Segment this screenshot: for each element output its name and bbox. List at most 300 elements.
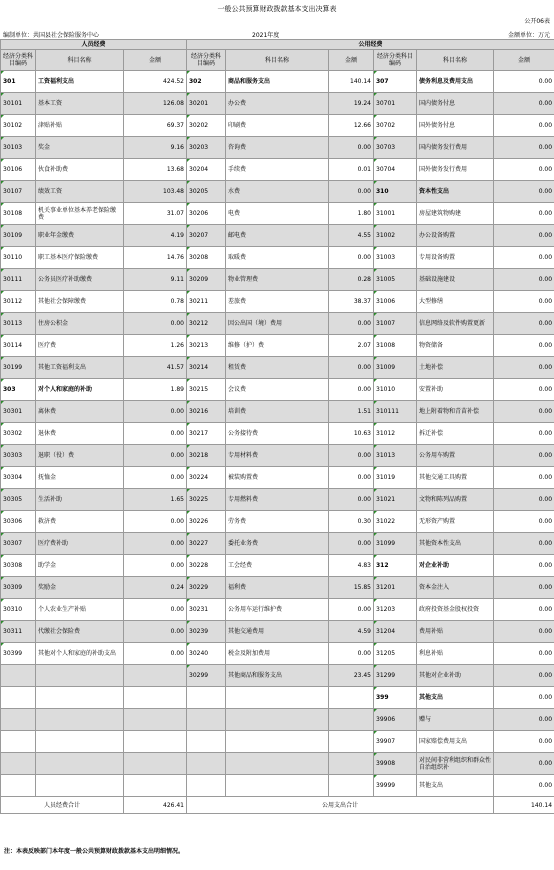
table-row xyxy=(1,775,554,797)
item-amount: 0.00 xyxy=(494,115,554,137)
item-amount: 9.16 xyxy=(124,137,187,159)
item-code: 31003 xyxy=(374,247,417,269)
item-code xyxy=(187,753,226,775)
item-amount: 103.48 xyxy=(124,181,187,203)
table-row xyxy=(1,753,554,775)
col-header-code: 经济分类科目编码 xyxy=(1,50,36,71)
item-amount xyxy=(329,687,374,709)
item-name: 房屋建筑物购建 xyxy=(417,203,494,225)
item-code: 30211 xyxy=(187,291,226,313)
item-code: 30199 xyxy=(1,357,36,379)
item-amount: 0.00 xyxy=(494,665,554,687)
item-amount xyxy=(124,753,187,775)
item-amount xyxy=(124,687,187,709)
item-amount: 1.65 xyxy=(124,489,187,511)
item-code: 30203 xyxy=(187,137,226,159)
table-row xyxy=(1,577,554,599)
table-row xyxy=(1,115,554,137)
item-code xyxy=(1,731,36,753)
item-code: 30209 xyxy=(187,269,226,291)
item-code: 31010 xyxy=(374,379,417,401)
public-total-value: 140.14 xyxy=(494,797,554,814)
item-code: 30207 xyxy=(187,225,226,247)
item-name: 公务用车运行维护费 xyxy=(226,599,329,621)
item-amount: 0.00 xyxy=(329,137,374,159)
item-code: 30109 xyxy=(1,225,36,247)
table-row xyxy=(1,555,554,577)
item-amount: 4.83 xyxy=(329,555,374,577)
table-row xyxy=(1,401,554,423)
item-amount: 0.00 xyxy=(124,555,187,577)
item-code: 30311 xyxy=(1,621,36,643)
item-code: 301 xyxy=(1,71,36,93)
item-amount: 0.00 xyxy=(494,533,554,555)
item-code: 30111 xyxy=(1,269,36,291)
item-code: 310111 xyxy=(374,401,417,423)
item-name: 其他支出 xyxy=(417,775,494,797)
item-amount: 0.00 xyxy=(124,599,187,621)
item-name xyxy=(36,731,124,753)
item-amount: 0.00 xyxy=(494,445,554,467)
item-amount: 0.00 xyxy=(494,511,554,533)
item-name: 奖金 xyxy=(36,137,124,159)
item-code: 30107 xyxy=(1,181,36,203)
item-amount: 4.59 xyxy=(329,621,374,643)
item-code: 30217 xyxy=(187,423,226,445)
item-name: 租赁费 xyxy=(226,357,329,379)
item-code: 31005 xyxy=(374,269,417,291)
item-name: 医疗费补助 xyxy=(36,533,124,555)
col-header-amount: 金额 xyxy=(494,50,554,71)
item-code: 30216 xyxy=(187,401,226,423)
item-code: 30218 xyxy=(187,445,226,467)
item-name: 救济费 xyxy=(36,511,124,533)
table-row xyxy=(1,71,554,93)
item-name: 委托业务费 xyxy=(226,533,329,555)
item-amount: 0.00 xyxy=(494,357,554,379)
item-name: 国外债务发行费用 xyxy=(417,159,494,181)
report-year: 2021年度 xyxy=(252,32,280,39)
table-row xyxy=(1,533,554,555)
item-code: 30110 xyxy=(1,247,36,269)
item-name: 专用材料费 xyxy=(226,445,329,467)
item-amount: 0.00 xyxy=(494,621,554,643)
item-name: 地上附着物和青苗补偿 xyxy=(417,401,494,423)
item-code: 39907 xyxy=(374,731,417,753)
table-row xyxy=(1,181,554,203)
item-amount xyxy=(329,709,374,731)
item-amount: 0.00 xyxy=(494,555,554,577)
item-amount: 126.08 xyxy=(124,93,187,115)
item-amount: 0.24 xyxy=(124,577,187,599)
item-amount: 0.78 xyxy=(124,291,187,313)
item-amount: 2.07 xyxy=(329,335,374,357)
item-code: 30201 xyxy=(187,93,226,115)
item-code: 30302 xyxy=(1,423,36,445)
item-name: 赠与 xyxy=(417,709,494,731)
item-name: 伙食补助费 xyxy=(36,159,124,181)
item-name xyxy=(226,731,329,753)
item-amount xyxy=(124,731,187,753)
item-code: 31021 xyxy=(374,489,417,511)
personnel-total-value: 426.41 xyxy=(124,797,187,814)
item-code xyxy=(1,709,36,731)
item-name: 电费 xyxy=(226,203,329,225)
table-row xyxy=(1,423,554,445)
item-code: 30309 xyxy=(1,577,36,599)
item-name: 个人农业生产补贴 xyxy=(36,599,124,621)
item-amount: 0.00 xyxy=(494,687,554,709)
item-amount: 0.00 xyxy=(494,709,554,731)
item-code: 30299 xyxy=(187,665,226,687)
item-name: 信息网络及软件购置更新 xyxy=(417,313,494,335)
item-code: 31205 xyxy=(374,643,417,665)
item-name: 基本工资 xyxy=(36,93,124,115)
item-name: 职业年金缴费 xyxy=(36,225,124,247)
item-amount: 0.01 xyxy=(329,159,374,181)
item-amount: 0.00 xyxy=(494,467,554,489)
item-name: 债务利息及费用支出 xyxy=(417,71,494,93)
item-amount: 0.28 xyxy=(329,269,374,291)
item-name: 工资福利支出 xyxy=(36,71,124,93)
table-row xyxy=(1,445,554,467)
item-code: 30112 xyxy=(1,291,36,313)
item-code: 30224 xyxy=(187,467,226,489)
col-header-code: 经济分类科目编码 xyxy=(374,50,417,71)
item-amount: 0.00 xyxy=(329,489,374,511)
item-amount: 0.00 xyxy=(124,313,187,335)
item-code: 30214 xyxy=(187,357,226,379)
item-code: 30108 xyxy=(1,203,36,225)
col-header-amount: 金额 xyxy=(329,50,374,71)
table-row xyxy=(1,599,554,621)
item-amount xyxy=(329,731,374,753)
item-name: 助学金 xyxy=(36,555,124,577)
item-code: 30239 xyxy=(187,621,226,643)
item-name: 绩效工资 xyxy=(36,181,124,203)
table-row xyxy=(1,357,554,379)
unit-label: 编制单位：共国县社会保险服务中心 xyxy=(3,32,100,39)
item-code: 30240 xyxy=(187,643,226,665)
item-code: 31002 xyxy=(374,225,417,247)
item-name: 手续费 xyxy=(226,159,329,181)
item-code: 31008 xyxy=(374,335,417,357)
item-name: 代缴社会保险费 xyxy=(36,621,124,643)
item-name: 其他工资福利支出 xyxy=(36,357,124,379)
item-amount: 0.00 xyxy=(124,643,187,665)
item-name: 生活补助 xyxy=(36,489,124,511)
item-amount: 0.00 xyxy=(494,269,554,291)
item-amount: 0.00 xyxy=(494,159,554,181)
item-code: 30205 xyxy=(187,181,226,203)
item-code: 31006 xyxy=(374,291,417,313)
item-code: 30106 xyxy=(1,159,36,181)
item-amount: 4.19 xyxy=(124,225,187,247)
item-amount: 1.89 xyxy=(124,379,187,401)
item-name: 其他社会保障缴费 xyxy=(36,291,124,313)
item-code: 30226 xyxy=(187,511,226,533)
item-name xyxy=(36,687,124,709)
item-amount: 0.00 xyxy=(494,137,554,159)
table-row xyxy=(1,665,554,687)
item-code: 31099 xyxy=(374,533,417,555)
item-name: 公务接待费 xyxy=(226,423,329,445)
table-row xyxy=(1,467,554,489)
item-name: 邮电费 xyxy=(226,225,329,247)
item-name: 基础设施建设 xyxy=(417,269,494,291)
item-name: 被装购置费 xyxy=(226,467,329,489)
item-name: 国外债务付息 xyxy=(417,115,494,137)
item-amount: 0.00 xyxy=(494,577,554,599)
item-code xyxy=(187,731,226,753)
item-code: 30229 xyxy=(187,577,226,599)
item-name: 机关事业单位基本养老保险缴费 xyxy=(36,203,124,225)
item-amount: 31.07 xyxy=(124,203,187,225)
item-name: 利息补贴 xyxy=(417,643,494,665)
personnel-section-header: 人员经费 xyxy=(1,40,187,50)
item-code xyxy=(1,753,36,775)
item-amount: 0.00 xyxy=(494,401,554,423)
item-amount: 0.00 xyxy=(494,599,554,621)
item-name: 咨询费 xyxy=(226,137,329,159)
table-row xyxy=(1,291,554,313)
item-code: 30212 xyxy=(187,313,226,335)
item-name: 工会经费 xyxy=(226,555,329,577)
currency-unit: 金额单位：万元 xyxy=(507,32,550,39)
item-amount: 0.00 xyxy=(494,93,554,115)
item-amount: 69.37 xyxy=(124,115,187,137)
item-amount xyxy=(124,665,187,687)
item-name: 专用设备购置 xyxy=(417,247,494,269)
item-amount: 0.00 xyxy=(494,423,554,445)
item-name: 办公费 xyxy=(226,93,329,115)
item-name: 文物和陈列品购置 xyxy=(417,489,494,511)
item-code: 30701 xyxy=(374,93,417,115)
item-amount: 0.00 xyxy=(329,247,374,269)
item-name: 退职（役）费 xyxy=(36,445,124,467)
col-header-code: 经济分类科目编码 xyxy=(187,50,226,71)
item-amount: 9.11 xyxy=(124,269,187,291)
table-row xyxy=(1,203,554,225)
item-code: 30306 xyxy=(1,511,36,533)
item-code xyxy=(187,775,226,797)
item-name: 对个人和家庭的补助 xyxy=(36,379,124,401)
item-amount: 38.37 xyxy=(329,291,374,313)
item-name: 职工基本医疗保险缴费 xyxy=(36,247,124,269)
item-code: 31013 xyxy=(374,445,417,467)
item-name: 培训费 xyxy=(226,401,329,423)
item-amount: 0.00 xyxy=(124,423,187,445)
table-row xyxy=(1,511,554,533)
item-code: 30113 xyxy=(1,313,36,335)
table-row xyxy=(1,247,554,269)
item-amount: 0.00 xyxy=(329,181,374,203)
item-name xyxy=(226,753,329,775)
table-row xyxy=(1,489,554,511)
item-amount: 0.00 xyxy=(124,533,187,555)
item-name: 拆迁补偿 xyxy=(417,423,494,445)
footnote: 注：本表反映部门本年度一般公共预算财政拨款基本支出明细情况。 xyxy=(4,848,185,855)
item-code: 31022 xyxy=(374,511,417,533)
item-code: 30702 xyxy=(374,115,417,137)
item-name: 住房公积金 xyxy=(36,313,124,335)
item-name: 奖励金 xyxy=(36,577,124,599)
item-name xyxy=(226,709,329,731)
item-amount: 0.00 xyxy=(494,71,554,93)
item-name: 公务员医疗补助缴费 xyxy=(36,269,124,291)
item-name: 其他支出 xyxy=(417,687,494,709)
item-amount: 0.00 xyxy=(329,445,374,467)
item-amount: 1.51 xyxy=(329,401,374,423)
item-name: 其他对企业补助 xyxy=(417,665,494,687)
item-name xyxy=(36,775,124,797)
item-name: 国家赔偿费用支出 xyxy=(417,731,494,753)
item-amount: 4.55 xyxy=(329,225,374,247)
item-amount: 424.52 xyxy=(124,71,187,93)
item-amount: 19.24 xyxy=(329,93,374,115)
col-header-name: 科目名称 xyxy=(226,50,329,71)
item-code: 30303 xyxy=(1,445,36,467)
item-code: 30204 xyxy=(187,159,226,181)
item-code: 30301 xyxy=(1,401,36,423)
table-row xyxy=(1,137,554,159)
item-code: 39999 xyxy=(374,775,417,797)
item-name: 会议费 xyxy=(226,379,329,401)
item-amount: 140.14 xyxy=(329,71,374,93)
item-code: 30213 xyxy=(187,335,226,357)
item-code: 30102 xyxy=(1,115,36,137)
item-name: 大型修缮 xyxy=(417,291,494,313)
item-amount: 0.00 xyxy=(329,643,374,665)
item-code: 30310 xyxy=(1,599,36,621)
item-name: 医疗费 xyxy=(36,335,124,357)
item-name: 水费 xyxy=(226,181,329,203)
item-amount: 1.80 xyxy=(329,203,374,225)
table-row xyxy=(1,731,554,753)
item-code: 30304 xyxy=(1,467,36,489)
item-name xyxy=(226,687,329,709)
item-code: 310 xyxy=(374,181,417,203)
item-amount: 0.00 xyxy=(329,599,374,621)
item-amount xyxy=(124,709,187,731)
expense-table xyxy=(0,39,554,814)
item-amount: 0.00 xyxy=(124,511,187,533)
personnel-total-label: 人员经费合计 xyxy=(1,797,124,814)
item-amount xyxy=(329,775,374,797)
item-code: 30307 xyxy=(1,533,36,555)
table-row xyxy=(1,313,554,335)
item-name: 劳务费 xyxy=(226,511,329,533)
item-code: 303 xyxy=(1,379,36,401)
item-amount: 0.00 xyxy=(124,401,187,423)
item-name xyxy=(36,665,124,687)
item-code: 302 xyxy=(187,71,226,93)
item-code: 31299 xyxy=(374,665,417,687)
item-amount: 0.00 xyxy=(494,203,554,225)
item-code: 30305 xyxy=(1,489,36,511)
item-amount: 12.66 xyxy=(329,115,374,137)
item-amount: 0.00 xyxy=(494,335,554,357)
col-header-name: 科目名称 xyxy=(36,50,124,71)
item-amount: 0.00 xyxy=(494,643,554,665)
table-row xyxy=(1,159,554,181)
item-code: 31019 xyxy=(374,467,417,489)
item-amount: 14.76 xyxy=(124,247,187,269)
item-name: 办公设备购置 xyxy=(417,225,494,247)
item-name: 因公出国（境）费用 xyxy=(226,313,329,335)
item-name: 公务用车购置 xyxy=(417,445,494,467)
item-amount: 0.00 xyxy=(329,379,374,401)
item-code: 30206 xyxy=(187,203,226,225)
item-code: 30308 xyxy=(1,555,36,577)
item-name: 物资储备 xyxy=(417,335,494,357)
item-amount: 0.00 xyxy=(494,225,554,247)
item-name: 土地补偿 xyxy=(417,357,494,379)
item-code: 312 xyxy=(374,555,417,577)
item-name: 其他交通工具购置 xyxy=(417,467,494,489)
item-amount: 0.00 xyxy=(494,247,554,269)
item-name: 政府投资基金股权投资 xyxy=(417,599,494,621)
col-header-name: 科目名称 xyxy=(417,50,494,71)
item-code: 30215 xyxy=(187,379,226,401)
item-code: 30103 xyxy=(1,137,36,159)
item-name: 维修（护）费 xyxy=(226,335,329,357)
table-row xyxy=(1,335,554,357)
item-name: 其他对个人和家庭的补助支出 xyxy=(36,643,124,665)
item-amount: 0.00 xyxy=(494,291,554,313)
item-amount: 0.00 xyxy=(494,489,554,511)
item-name: 其他交通费用 xyxy=(226,621,329,643)
item-code xyxy=(1,665,36,687)
item-amount: 0.00 xyxy=(494,313,554,335)
item-amount: 0.00 xyxy=(494,379,554,401)
item-name xyxy=(36,709,124,731)
table-row xyxy=(1,643,554,665)
item-code: 39906 xyxy=(374,709,417,731)
item-amount: 0.00 xyxy=(124,445,187,467)
item-code: 30202 xyxy=(187,115,226,137)
item-amount: 0.00 xyxy=(329,357,374,379)
item-amount: 0.00 xyxy=(124,467,187,489)
item-name: 津贴补贴 xyxy=(36,115,124,137)
item-code: 30227 xyxy=(187,533,226,555)
item-name: 福利费 xyxy=(226,577,329,599)
item-name: 其他资本性支出 xyxy=(417,533,494,555)
item-amount: 0.00 xyxy=(329,467,374,489)
item-code: 30114 xyxy=(1,335,36,357)
form-code: 公开06表 xyxy=(524,18,550,25)
item-name: 国内债务发行费用 xyxy=(417,137,494,159)
report-title: 一般公共预算财政拨款基本支出决算表 xyxy=(217,5,337,13)
item-code xyxy=(187,709,226,731)
item-code: 30703 xyxy=(374,137,417,159)
table-row xyxy=(1,687,554,709)
item-amount xyxy=(329,753,374,775)
item-code: 39908 xyxy=(374,753,417,775)
item-name: 物业管理费 xyxy=(226,269,329,291)
item-amount: 41.57 xyxy=(124,357,187,379)
item-amount: 0.00 xyxy=(124,621,187,643)
item-code: 30399 xyxy=(1,643,36,665)
item-code: 31007 xyxy=(374,313,417,335)
table-row xyxy=(1,379,554,401)
item-code: 307 xyxy=(374,71,417,93)
item-code: 31204 xyxy=(374,621,417,643)
item-code: 31009 xyxy=(374,357,417,379)
item-name: 商品和服务支出 xyxy=(226,71,329,93)
item-name: 资本性支出 xyxy=(417,181,494,203)
item-name: 离休费 xyxy=(36,401,124,423)
